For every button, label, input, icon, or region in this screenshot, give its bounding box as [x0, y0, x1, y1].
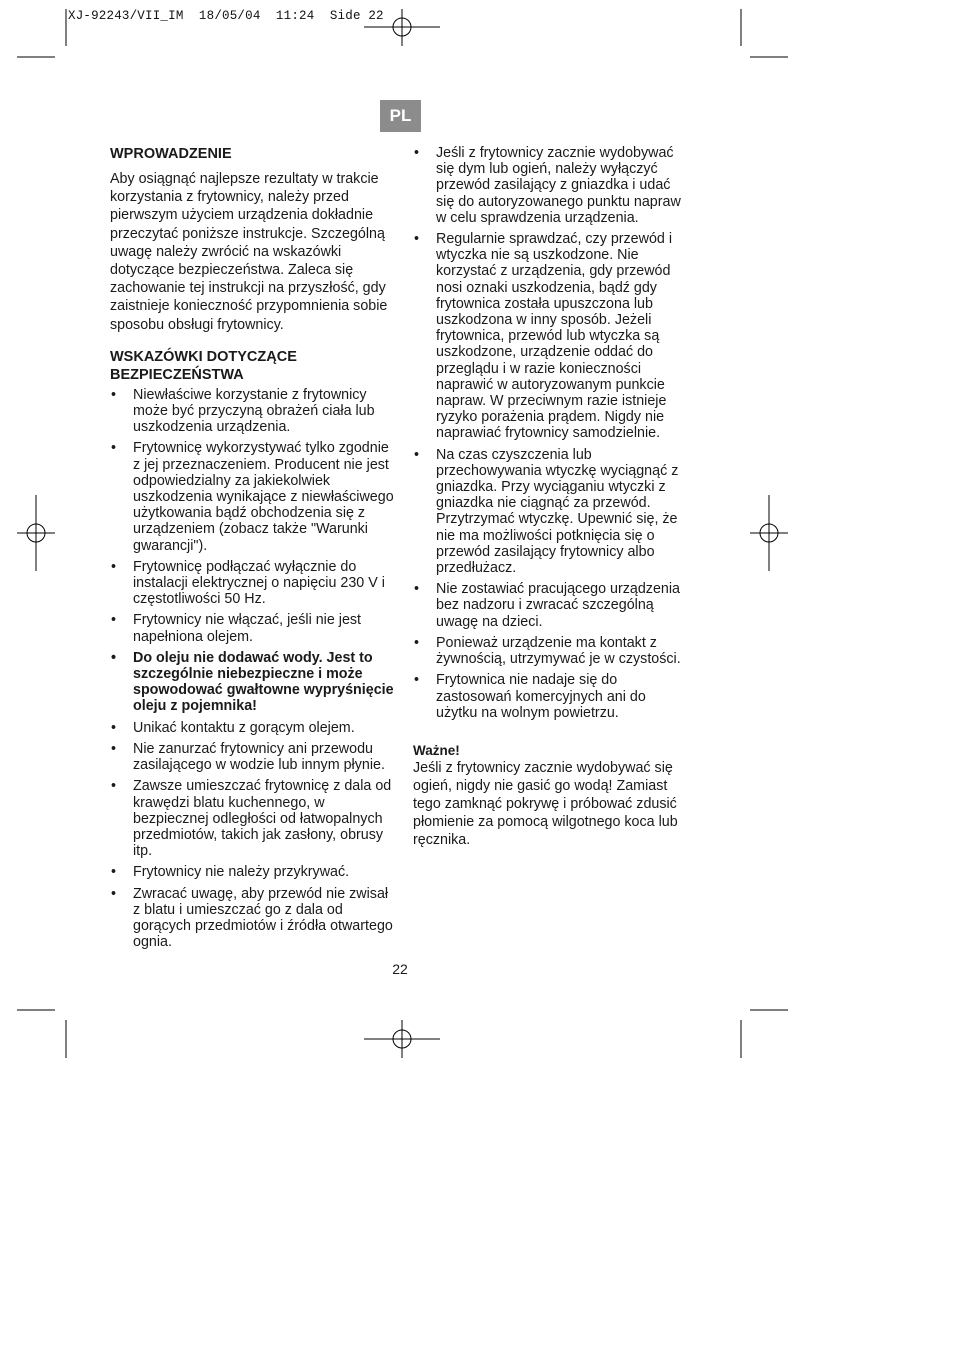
list-item: • Regularnie sprawdzać, czy przewód i wtyczka nie są uszkodzone. Nie korzystać z urządzenia, gdy przewód nosi oznaki uszkodzenia, bądź gdy frytownica została upuszczona lub uszkodzona w inny sposób. Jeżeli frytownica, przewód lub wtyczka są uszkodzone, urządzenie oddać do przeglądu i w razie konieczności naprawić w autoryzowanym punkcie napraw. W przeciwnym razie istnieje ryzyko porażenia prądem. Nigdy nie naprawiać frytownicy samodzielnie. — [413, 231, 689, 442]
list-item: • Frytownicę wykorzystywać tylko zgodnie z jej przeznaczeniem. Producent nie jest odpowiedzialny za jakiekolwiek uszkodzenia wynikające z niewłaściwego użytkowania bądź obchodzenia się z urządzeniem (zobacz także "Warunki gwarancji"). — [110, 440, 394, 553]
page-number: 22 — [392, 961, 408, 977]
intro-heading: WPROWADZENIE — [110, 146, 232, 162]
list-item: • Frytownica nie nadaje się do zastosowań komercyjnych ani do użytku na wolnym powietrzu. — [413, 672, 689, 721]
list-item: • Ponieważ urządzenie ma kontakt z żywnością, utrzymywać je w czystości. — [413, 635, 689, 667]
list-item: • Jeśli z frytownicy zacznie wydobywać się dym lub ogień, należy wyłączyć przewód zasilający z gniazdka i udać się do autoryzowanego punktu napraw w celu sprawdzenia urządzenia. — [413, 145, 689, 226]
intro-paragraph: Aby osiągnąć najlepsze rezultaty w trakcie korzystania z frytownicy, należy przed pierwszym użyciem urządzenia dokładnie przeczytać poniższe instrukcje. Szczególną uwagę należy zwrócić na wskazówki dotyczące bezpieczeństwa. Zaleca się zachowanie tej instrukcji na przyszłość, gdy zaistnieje konieczność przypomnienia sobie sposobu obsługi frytownicy. — [110, 171, 388, 333]
language-badge: PL — [380, 100, 421, 132]
left-column — [110, 145, 394, 955]
list-item: • Niewłaściwe korzystanie z frytownicy może być przyczyną obrażeń ciała lub uszkodzenia urządzenia. — [110, 387, 394, 436]
safety-list-left — [110, 387, 394, 951]
list-item-warning: • Do oleju nie dodawać wody. Jest to szczególnie niebezpieczne i może spowodować gwałtowne wypryśnięcie oleju z pojemnika! — [110, 650, 394, 715]
registration-mark-left — [17, 495, 55, 571]
safety-heading-line-2: BEZPIECZEŃSTWA — [110, 366, 244, 383]
list-item: • Zwracać uwagę, aby przewód nie zwisał z blatu i umieszczać go z dala od gorących przedmiotów i źródła otwartego ognia. — [110, 886, 394, 951]
list-item: • Nie zostawiać pracującego urządzenia bez nadzoru i zwracać szczególną uwagę na dzieci. — [413, 581, 689, 630]
safety-heading — [110, 348, 394, 384]
list-item: • Na czas czyszczenia lub przechowywania wtyczkę wyciągnąć z gniazdka. Przy wyciąganiu wtyczki z gniazdka nie ciągnąć za przewód. Przytrzymać wtyczkę. Upewnić się, że nie ma możliwości potknięcia się o przewód zasilający frytownicy albo przedłużacz. — [413, 447, 689, 577]
important-note-title: Ważne! — [413, 742, 460, 758]
right-column — [413, 145, 689, 849]
list-item: • Frytownicy nie należy przykrywać. — [110, 864, 394, 880]
list-item: • Frytownicy nie włączać, jeśli nie jest napełniona olejem. — [110, 612, 394, 644]
important-note-text: Jeśli z frytownicy zacznie wydobywać się ogień, nigdy nie gasić go wodą! Zamiast tego zamknąć pokrywę i próbować zdusić płomienie za pomocą wilgotnego koca lub ręcznika. — [413, 759, 678, 848]
print-slug-line: XJ-92243/VII_IM 18/05/04 11:24 Side 22 — [68, 9, 384, 23]
safety-list-right — [413, 145, 689, 721]
list-item: • Frytownicę podłączać wyłącznie do instalacji elektrycznej o napięciu 230 V i częstotliwości 50 Hz. — [110, 559, 394, 608]
list-item: • Zawsze umieszczać frytownicę z dala od krawędzi blatu kuchennego, w bezpiecznej odległości od łatwopalnych przedmiotów, takich jak zasłony, obrusy itp. — [110, 778, 394, 859]
safety-heading-line-1: WSKAZÓWKI DOTYCZĄCE — [110, 348, 297, 365]
list-item: • Nie zanurzać frytownicy ani przewodu zasilającego w wodzie lub innym płynie. — [110, 741, 394, 773]
registration-mark-bottom — [364, 1020, 440, 1058]
list-item: • Unikać kontaktu z gorącym olejem. — [110, 720, 394, 736]
registration-mark-right — [750, 495, 788, 571]
